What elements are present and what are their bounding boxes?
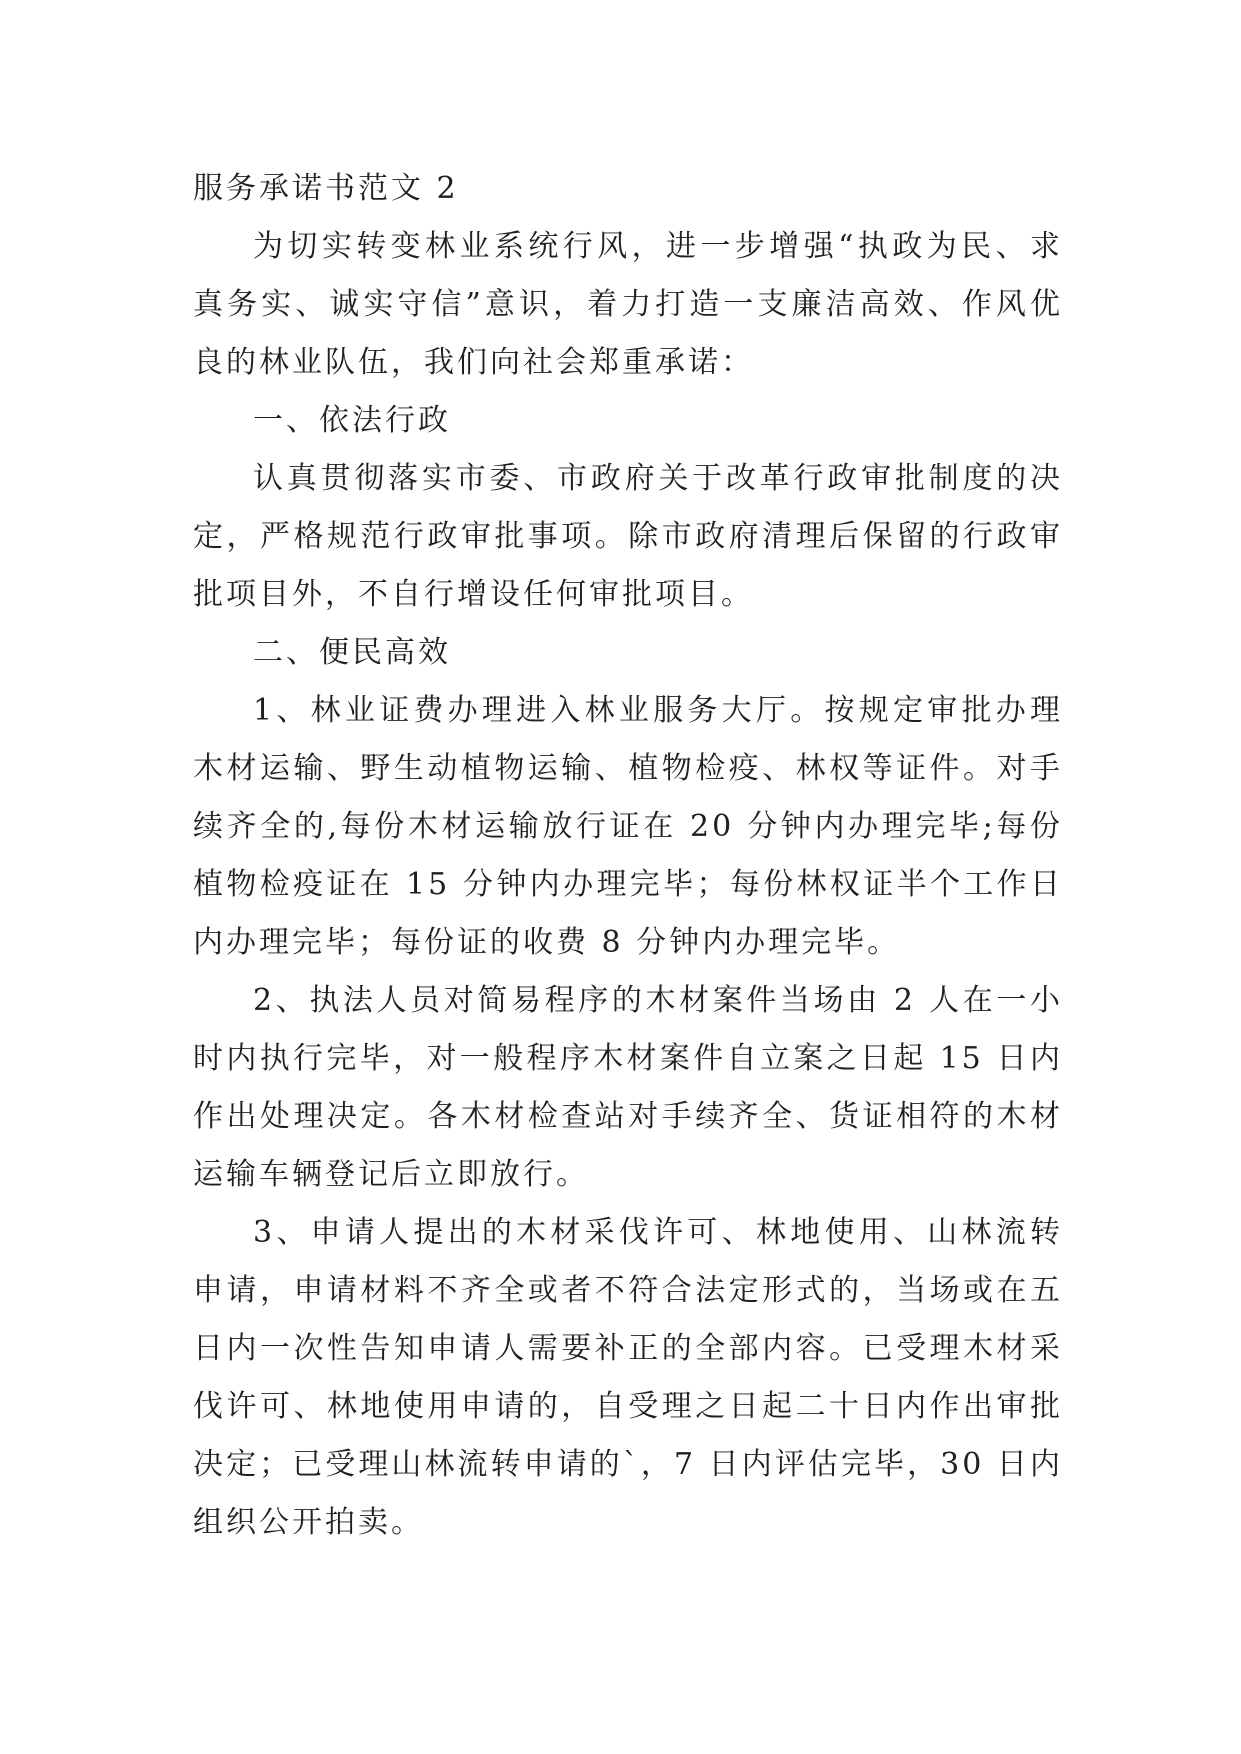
item-3-paragraph: 3、申请人提出的木材采伐许可、林地使用、山林流转申请，申请材料不齐全或者不符合法定形式的，当场或在五日内一次性告知申请人需要补正的全部内容。已受理木材采伐许可、林地使用申请的，自受理之日起二十日内作出审批决定；已受理山林流转申请的`，7 日内评估完毕，30 日内组织公开拍卖。 xyxy=(193,1215,1063,1540)
section-heading-lawful-administration: 一、依法行政 xyxy=(253,403,451,438)
lawful-administration-paragraph: 认真贯彻落实市委、市政府关于改革行政审批制度的决定，严格规范行政审批事项。除市政府清理后保留的行政审批项目外，不自行增设任何审批项目。 xyxy=(193,461,1063,612)
section-heading-convenience-efficiency: 二、便民高效 xyxy=(253,635,451,670)
item-1-paragraph: 1、林业证费办理进入林业服务大厅。按规定审批办理木材运输、野生动植物运输、植物检疫、林权等证件。对手续齐全的,每份木材运输放行证在 20 分钟内办理完毕;每份植物检疫证在 15 分钟内办理完毕；每份林权证半个工作日内办理完毕；每份证的收费 8 分钟内办理完毕。 xyxy=(193,693,1063,960)
intro-paragraph: 为切实转变林业系统行风，进一步增强“执政为民、求真务实、诚实守信”意识，着力打造一支廉洁高效、作风优良的林业队伍，我们向社会郑重承诺： xyxy=(193,229,1063,380)
item-2-paragraph: 2、执法人员对简易程序的木材案件当场由 2 人在一小时内执行完毕，对一般程序木材案件自立案之日起 15 日内作出处理决定。各木材检查站对手续齐全、货证相符的木材运输车辆登记后立即放行。 xyxy=(193,983,1063,1192)
document-title: 服务承诺书范文 2 xyxy=(193,171,459,206)
document-body xyxy=(193,160,1063,1552)
